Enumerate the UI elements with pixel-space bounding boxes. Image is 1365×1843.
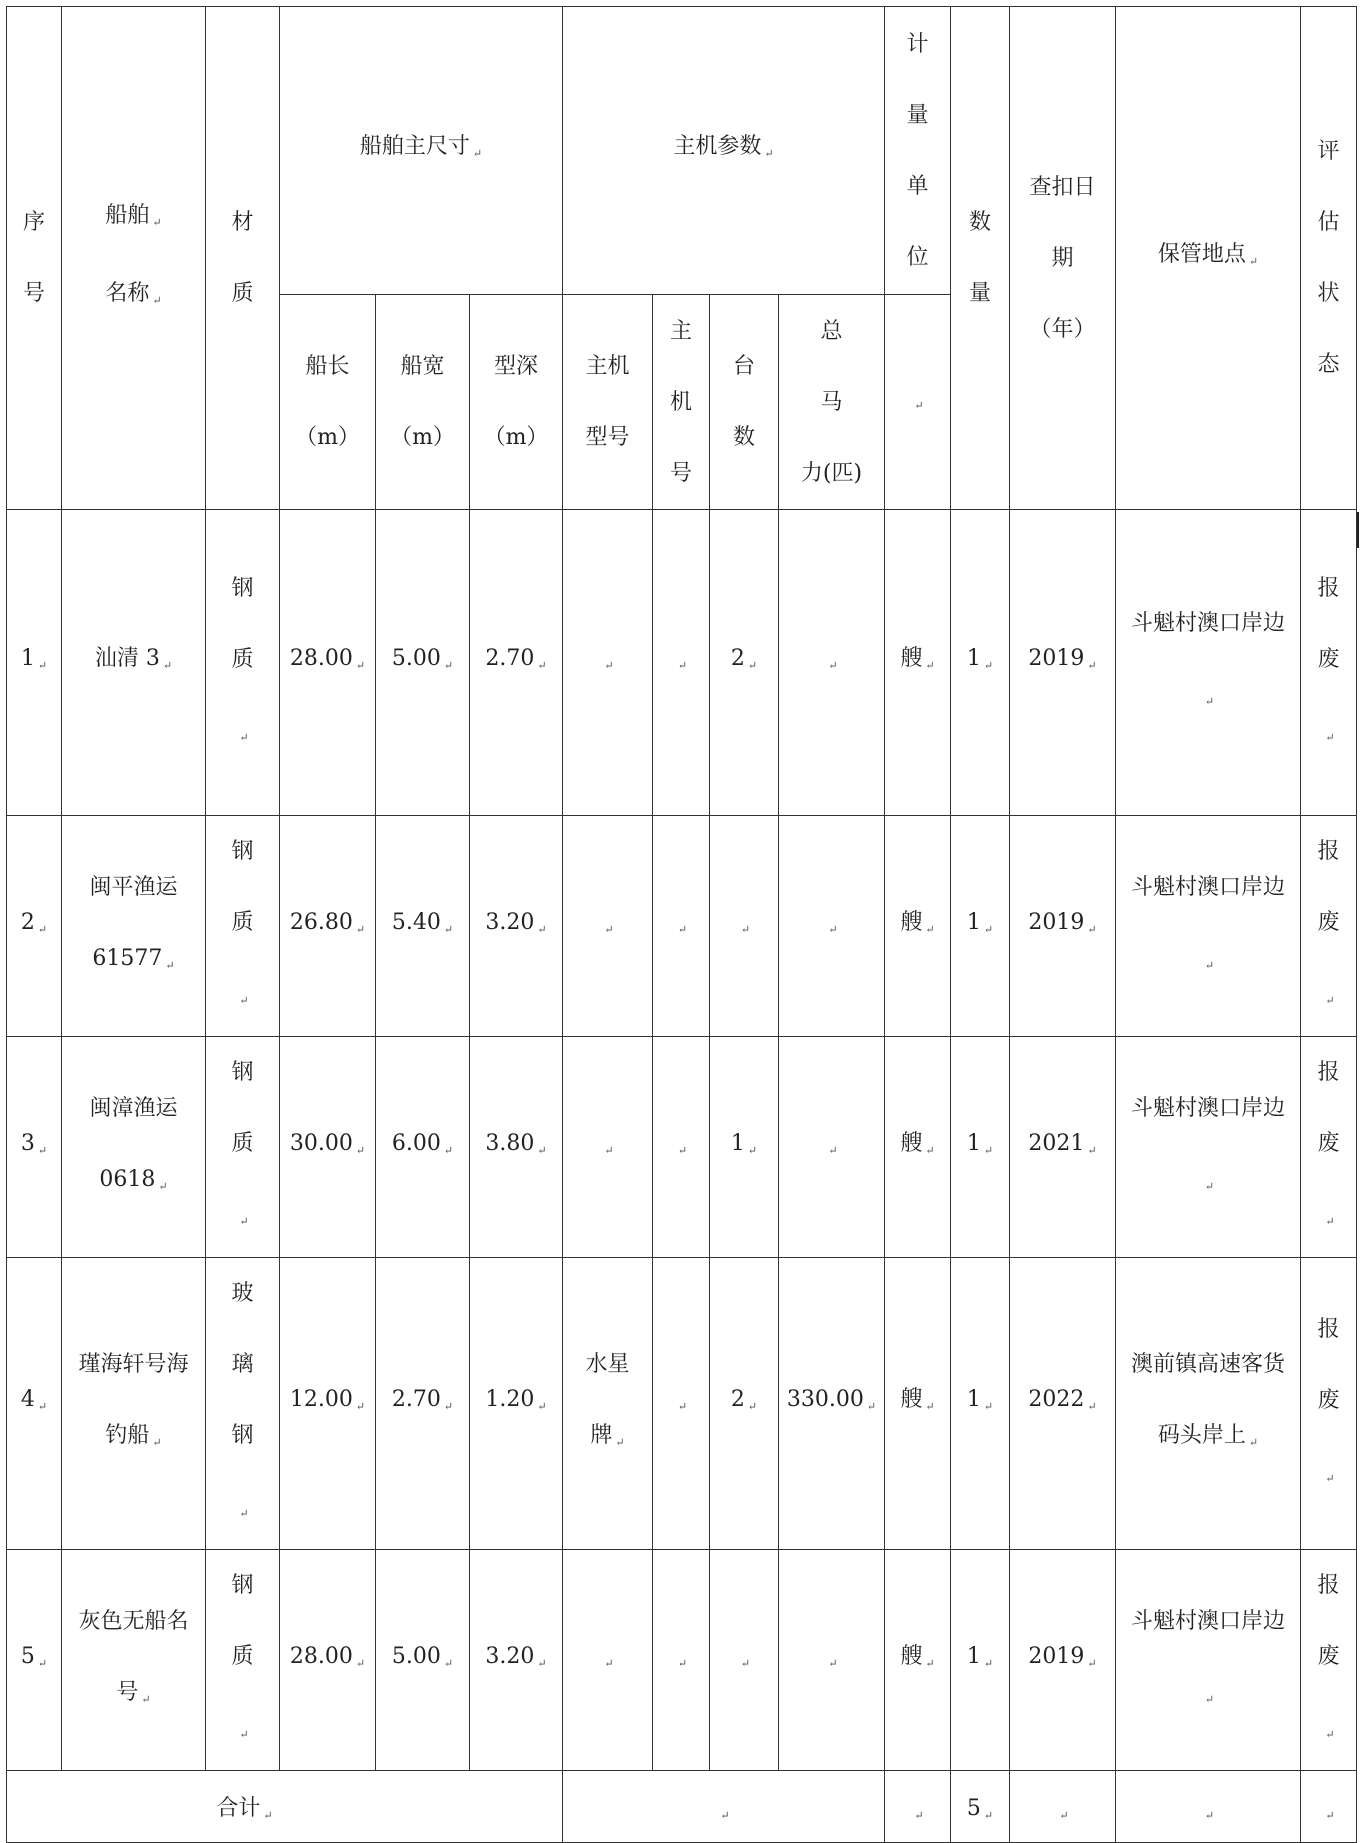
- total-storage-blank: ↵: [1116, 1771, 1301, 1843]
- cell-engine-model: ↵: [563, 816, 653, 1037]
- cell-engine-no: ↵: [653, 1258, 710, 1550]
- cell-name: 汕清 3 ↵: [62, 510, 206, 816]
- cell-name: 闽平渔运61577 ↵: [62, 816, 206, 1037]
- cell-storage: 斗魁村澳口岸边↵: [1116, 510, 1301, 816]
- cell-depth: 3.20 ↵: [470, 816, 563, 1037]
- cell-name: 瑾海轩号海钓船 ↵: [62, 1258, 206, 1550]
- cell-storage: 斗魁村澳口岸边↵: [1116, 1037, 1301, 1258]
- total-status-blank: ↵: [1301, 1771, 1357, 1843]
- cell-horsepower: 330.00 ↵: [779, 1258, 885, 1550]
- table-row: [7, 1258, 1357, 1550]
- cell-length: 26.80 ↵: [280, 816, 376, 1037]
- cell-engine-count: 2 ↵: [710, 1258, 779, 1550]
- cell-year: 2019 ↵: [1010, 510, 1116, 816]
- header-unit: 计量单位: [885, 7, 951, 295]
- cell-material: 钢质↵: [206, 510, 280, 816]
- cell-seq: 2 ↵: [7, 816, 62, 1037]
- header-engine: 主机参数 ↵: [563, 7, 885, 295]
- table-row: [7, 1550, 1357, 1771]
- header-horsepower: 总 马 力(匹): [779, 295, 885, 510]
- cell-width: 5.40 ↵: [376, 816, 470, 1037]
- cell-width: 6.00 ↵: [376, 1037, 470, 1258]
- cell-horsepower: ↵: [779, 1550, 885, 1771]
- cell-year: 2019 ↵: [1010, 816, 1116, 1037]
- header-engine-count: 台数: [710, 295, 779, 510]
- header-material: 材质: [206, 7, 280, 510]
- table-row: [7, 816, 1357, 1037]
- header-row-top: [7, 7, 1357, 295]
- cell-qty: 1 ↵: [951, 816, 1010, 1037]
- header-engine-no: 主机号: [653, 295, 710, 510]
- total-unit-blank: ↵: [885, 1771, 951, 1843]
- cell-unit: 艘 ↵: [885, 1258, 951, 1550]
- table-row: [7, 510, 1357, 816]
- cell-status: 报废↵: [1301, 1037, 1357, 1258]
- cell-length: 28.00 ↵: [280, 1550, 376, 1771]
- cell-engine-no: ↵: [653, 1550, 710, 1771]
- cell-depth: 1.20 ↵: [470, 1258, 563, 1550]
- cell-seq: 1 ↵: [7, 510, 62, 816]
- cell-depth: 3.20 ↵: [470, 1550, 563, 1771]
- header-storage: 保管地点 ↵: [1116, 7, 1301, 510]
- cell-engine-no: ↵: [653, 1037, 710, 1258]
- cell-status: 报废↵: [1301, 510, 1357, 816]
- cell-engine-count: ↵: [710, 816, 779, 1037]
- cell-length: 12.00 ↵: [280, 1258, 376, 1550]
- cell-horsepower: ↵: [779, 816, 885, 1037]
- header-length: 船长 （m）: [280, 295, 376, 510]
- ship-inventory-table: [6, 6, 1357, 1843]
- header-ship-name: 船舶 ↵ 名称 ↵: [62, 7, 206, 510]
- header-width: 船宽 （m）: [376, 295, 470, 510]
- cell-engine-no: ↵: [653, 510, 710, 816]
- cell-unit: 艘 ↵: [885, 1550, 951, 1771]
- cell-storage: 斗魁村澳口岸边↵: [1116, 1550, 1301, 1771]
- total-row: [7, 1771, 1357, 1843]
- cell-material: 玻璃钢↵: [206, 1258, 280, 1550]
- header-depth: 型深 （m）: [470, 295, 563, 510]
- header-unit-blank: ↵: [885, 295, 951, 510]
- cell-year: 2021 ↵: [1010, 1037, 1116, 1258]
- cell-status: 报废↵: [1301, 1550, 1357, 1771]
- header-dimensions: 船舶主尺寸 ↵: [280, 7, 563, 295]
- cell-seq: 5 ↵: [7, 1550, 62, 1771]
- cell-unit: 艘 ↵: [885, 510, 951, 816]
- cell-horsepower: ↵: [779, 510, 885, 816]
- cell-status: 报废↵: [1301, 1258, 1357, 1550]
- cell-unit: 艘 ↵: [885, 816, 951, 1037]
- cell-width: 2.70 ↵: [376, 1258, 470, 1550]
- cell-depth: 2.70 ↵: [470, 510, 563, 816]
- total-label: 合计 ↵: [7, 1771, 563, 1843]
- cell-storage: 斗魁村澳口岸边↵: [1116, 816, 1301, 1037]
- cell-engine-model: ↵: [563, 510, 653, 816]
- cell-seq: 4 ↵: [7, 1258, 62, 1550]
- total-engine-blank: ↵: [563, 1771, 885, 1843]
- header-seq: 序号: [7, 7, 62, 510]
- cell-material: 钢质↵: [206, 1550, 280, 1771]
- cursor-mark: [1357, 512, 1359, 548]
- cell-year: 2022 ↵: [1010, 1258, 1116, 1550]
- cell-length: 30.00 ↵: [280, 1037, 376, 1258]
- cell-horsepower: ↵: [779, 1037, 885, 1258]
- cell-material: 钢质↵: [206, 1037, 280, 1258]
- cell-width: 5.00 ↵: [376, 510, 470, 816]
- cell-width: 5.00 ↵: [376, 1550, 470, 1771]
- header-engine-model: 主机型号: [563, 295, 653, 510]
- cell-engine-model: 水星牌 ↵: [563, 1258, 653, 1550]
- cell-seq: 3 ↵: [7, 1037, 62, 1258]
- cell-unit: 艘 ↵: [885, 1037, 951, 1258]
- total-year-blank: ↵: [1010, 1771, 1116, 1843]
- header-seizure-date: 查扣日 期 （年）: [1010, 7, 1116, 510]
- cell-engine-model: ↵: [563, 1550, 653, 1771]
- total-qty: 5 ↵: [951, 1771, 1010, 1843]
- header-status: 评估状态: [1301, 7, 1357, 510]
- cell-name: 闽漳渔运0618 ↵: [62, 1037, 206, 1258]
- cell-qty: 1 ↵: [951, 1037, 1010, 1258]
- cell-qty: 1 ↵: [951, 1258, 1010, 1550]
- cell-status: 报废↵: [1301, 816, 1357, 1037]
- cell-material: 钢质↵: [206, 816, 280, 1037]
- cell-engine-count: 2 ↵: [710, 510, 779, 816]
- cell-engine-model: ↵: [563, 1037, 653, 1258]
- cell-qty: 1 ↵: [951, 1550, 1010, 1771]
- table-row: [7, 1037, 1357, 1258]
- cell-storage: 澳前镇高速客货码头岸上 ↵: [1116, 1258, 1301, 1550]
- cell-engine-count: 1 ↵: [710, 1037, 779, 1258]
- cell-engine-count: ↵: [710, 1550, 779, 1771]
- cell-depth: 3.80 ↵: [470, 1037, 563, 1258]
- cell-engine-no: ↵: [653, 816, 710, 1037]
- header-quantity: 数量: [951, 7, 1010, 510]
- cell-year: 2019 ↵: [1010, 1550, 1116, 1771]
- cell-qty: 1 ↵: [951, 510, 1010, 816]
- cell-name: 灰色无船名号 ↵: [62, 1550, 206, 1771]
- cell-length: 28.00 ↵: [280, 510, 376, 816]
